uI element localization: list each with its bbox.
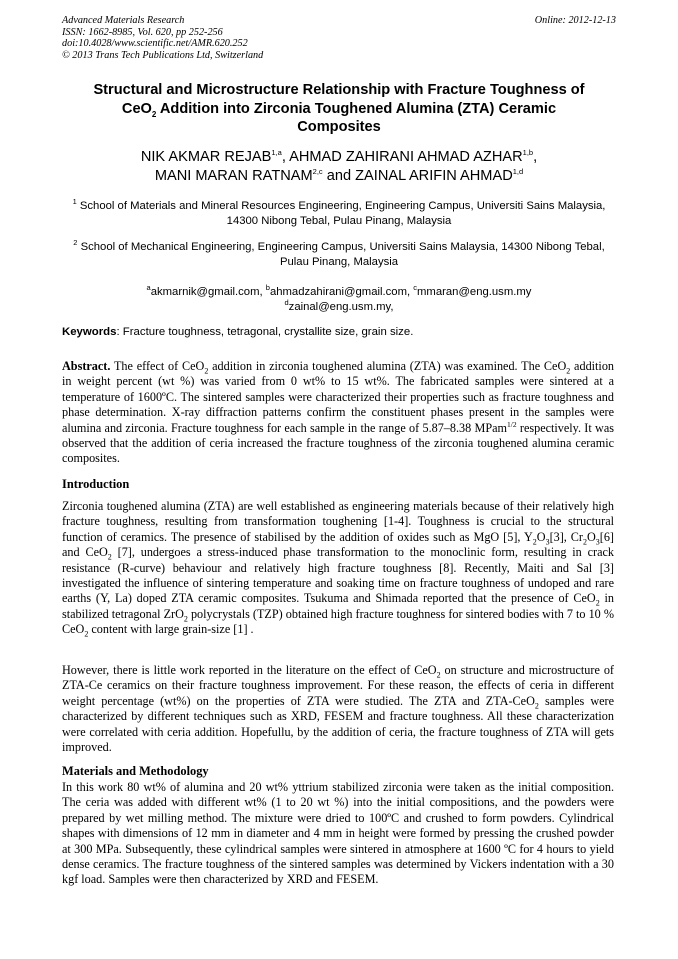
author-2-affil: 1,b <box>522 148 534 158</box>
keywords-label: Keywords <box>62 326 117 338</box>
journal-header <box>62 15 616 61</box>
author-4-affil: 1,d <box>512 166 524 176</box>
title-line-3: Composites <box>297 119 381 135</box>
intro-p2-c: samples were characterized by different techniques such as XRD, FESEM and fracture toughness. All these characterization were correlated with ceria addition. Hopefullu, by the addition of ceria, the fracture toughness of ZTA will gets improved. <box>62 693 614 755</box>
journal-doi: doi:10.4028/www.scientific.net/AMR.620.252 <box>62 38 248 50</box>
intro-p1-g: in stabilized tetragonal ZrO <box>62 591 614 621</box>
email-b-mark: b <box>265 283 270 293</box>
abstract <box>62 359 614 467</box>
paper-title <box>58 81 620 137</box>
title-ceo: CeO <box>121 100 152 117</box>
authors-line-1 <box>58 148 620 167</box>
intro-p2-a: However, there is little work reported in the literature on the effect of CeO <box>62 663 437 677</box>
intro-p1-h: polycrystals (TZP) obtained high fracture toughness for sintered bodies with 7 to 10 % CeO <box>62 606 614 637</box>
intro-p1-sub-2: 3 <box>545 537 550 547</box>
intro-p1-sub-6: 2 <box>595 598 600 608</box>
abstract-sub-1: 2 <box>204 366 209 376</box>
keywords <box>62 325 618 339</box>
title-sub: 2 <box>151 109 157 119</box>
title-line-1: Structural and Microstructure Relationship with Fracture Toughness of <box>93 82 585 98</box>
abstract-sub-2: 2 <box>566 366 571 376</box>
author-2: , AHMAD ZAHIRANI AHMAD AZHAR <box>281 149 523 165</box>
author-3-affil: 2,c <box>312 166 323 176</box>
intro-p2-sub-1: 2 <box>436 670 441 680</box>
abstract-text-1: The effect of CeO <box>110 359 205 373</box>
intro-p1-sub-7: 2 <box>183 614 188 624</box>
affiliation-2 <box>64 240 614 270</box>
journal-issn: ISSN: 1662-8985, Vol. 620, pp 252-256 <box>62 26 223 38</box>
intro-p1-sub-1: 2 <box>532 537 537 547</box>
email-a-mark: a <box>146 283 151 293</box>
intro-p1-e: [6] and CeO <box>62 529 614 560</box>
intro-p1-sub-5: 2 <box>107 552 112 562</box>
intro-p1-d: O <box>586 529 596 544</box>
intro-p2-b: on structure and microstructure of ZTA-Ce ceramics on their fracture toughness improvement. For these reason, the effects of ceria in different weight percentage (wt%) on the properties of ZTA were studied. The ZTA and ZTA-CeO <box>62 663 614 708</box>
keywords-text: : Fracture toughness, tetragonal, crystallite size, grain size. <box>116 326 414 338</box>
affiliation-2-number: 2 <box>73 238 78 248</box>
author-list <box>58 148 620 185</box>
introduction-heading: Introduction <box>62 477 130 491</box>
title-line-2-rest: Addition into Zirconia Toughened Alumina (ZTA) Ceramic <box>156 100 557 117</box>
emails-line-2 <box>64 300 614 315</box>
intro-p1-i: content with large grain-size [1] . <box>88 622 254 637</box>
author-4: and ZAINAL ARIFIN AHMAD <box>322 167 513 184</box>
author-emails <box>64 285 614 315</box>
author-separator: , <box>533 149 538 165</box>
author-1: NIK AKMAR REJAB <box>140 149 272 165</box>
intro-p1-sub-4: 3 <box>595 537 600 547</box>
author-1-affil: 1,a <box>271 148 282 158</box>
author-3: MANI MARAN RATNAM <box>154 167 313 184</box>
affiliation-1-number: 1 <box>72 197 77 207</box>
materials-paragraph: In this work 80 wt% of alumina and 20 wt% yttrium stabilized zirconia were taken as the initial composition. The ceria was added with different wt% (1 to 20 wt %) into the initial compositions, and the powders were prepared by wet milling method. The mixture were dried to 100ºC and crushed to form powders. Cylindrical shapes with dimensions of 12 mm in diameter and 4 mm in height were formed by pressing the crushed powder at 300 MPa. Subsequently, these cylindrical samples were sintered in atmosphere at 1600 ºC for 4 hours to yield dense ceramics. The fracture toughness of the sintered samples was determined by Vickers indentation with a 30 kgf load. Samples were then characterized by XRD and FESEM. <box>62 780 614 887</box>
intro-p1-b: O <box>536 529 546 544</box>
affiliation-2-text: School of Mechanical Engineering, Engineering Campus, Universiti Sains Malaysia, 14300 Nibong Tebal, Pulau Pinang, Malaysia <box>77 241 605 269</box>
email-c-mark: c <box>413 283 418 293</box>
intro-p1-sub-8: 2 <box>84 629 89 639</box>
abstract-text-4: respectively. It was observed that the addition of ceria increased the fracture toughness of the zirconia toughened alumina ceramic composites. <box>62 420 614 466</box>
email-c[interactable]: mmaran@eng.usm.my <box>417 286 532 298</box>
authors-line-2 <box>58 167 620 186</box>
email-a[interactable]: akmarnik@gmail.com, <box>150 286 266 298</box>
abstract-text-2: addition in zirconia toughened alumina (ZTA) was examined. The CeO <box>208 359 567 373</box>
abstract-text-3: addition in weight percent (wt %) was varied from 0 wt% to 15 wt%. The fabricated samples were sintered at a temperature of 1600ºC. The sintered samples were characterized their properties such as fracture toughness and phase determination. X-ray diffraction patterns confirm the constituent phases present in the samples were alumina and zirconia. Fracture toughness for each sample in the range of 5.87–8.38 MPam <box>62 359 615 435</box>
email-b[interactable]: ahmadzahirani@gmail.com, <box>269 286 414 298</box>
email-d-mark: d <box>284 298 289 308</box>
intro-p1-c: [3], Cr <box>549 529 583 544</box>
abstract-sup-1: 1/2 <box>507 419 517 429</box>
title-line-2 <box>58 100 620 119</box>
introduction-paragraph-1 <box>62 499 614 638</box>
abstract-label: Abstract. <box>62 359 111 373</box>
email-d[interactable]: zainal@eng.usm.my, <box>288 301 394 314</box>
affiliation-1 <box>64 199 614 229</box>
online-date: Online: 2012-12-13 <box>534 15 616 26</box>
journal-copyright: © 2013 Trans Tech Publications Ltd, Switzerland <box>62 49 264 61</box>
intro-p1-f: [7], undergoes a stress-induced phase transformation to the monoclinic form, resulting in crack resistance (R-curve) behaviour and relatively high fracture toughness [8]. Recently, Maiti and Sal [3] investigated the influence of sintering temperature and soaking time on fracture toughness of undoped and rare earths (Y, La) doped ZTA ceramic composites. Tsukuma and Shimada reported that the presence of CeO <box>62 545 614 606</box>
journal-name: Advanced Materials Research <box>62 15 185 26</box>
intro-p1-sub-3: 2 <box>582 537 587 547</box>
intro-p1-a: Zirconia toughened alumina (ZTA) are well established as engineering materials because of their relatively high fracture toughness, resulting from transformation toughening [1-4]. Toughness is crucial to the structural function of ceramics. The presence of stabilised by the addition of oxides such as MgO [5], Y <box>62 499 614 544</box>
intro-p2-sub-2: 2 <box>534 701 539 711</box>
materials-heading: Materials and Methodology <box>62 764 209 778</box>
emails-line-1 <box>64 285 614 300</box>
affiliation-1-text: School of Materials and Mineral Resources Engineering, Engineering Campus, Universiti Sains Malaysia, 14300 Nibong Tebal, Pulau Pinang, Malaysia <box>76 200 606 228</box>
introduction-paragraph-2 <box>62 663 614 755</box>
